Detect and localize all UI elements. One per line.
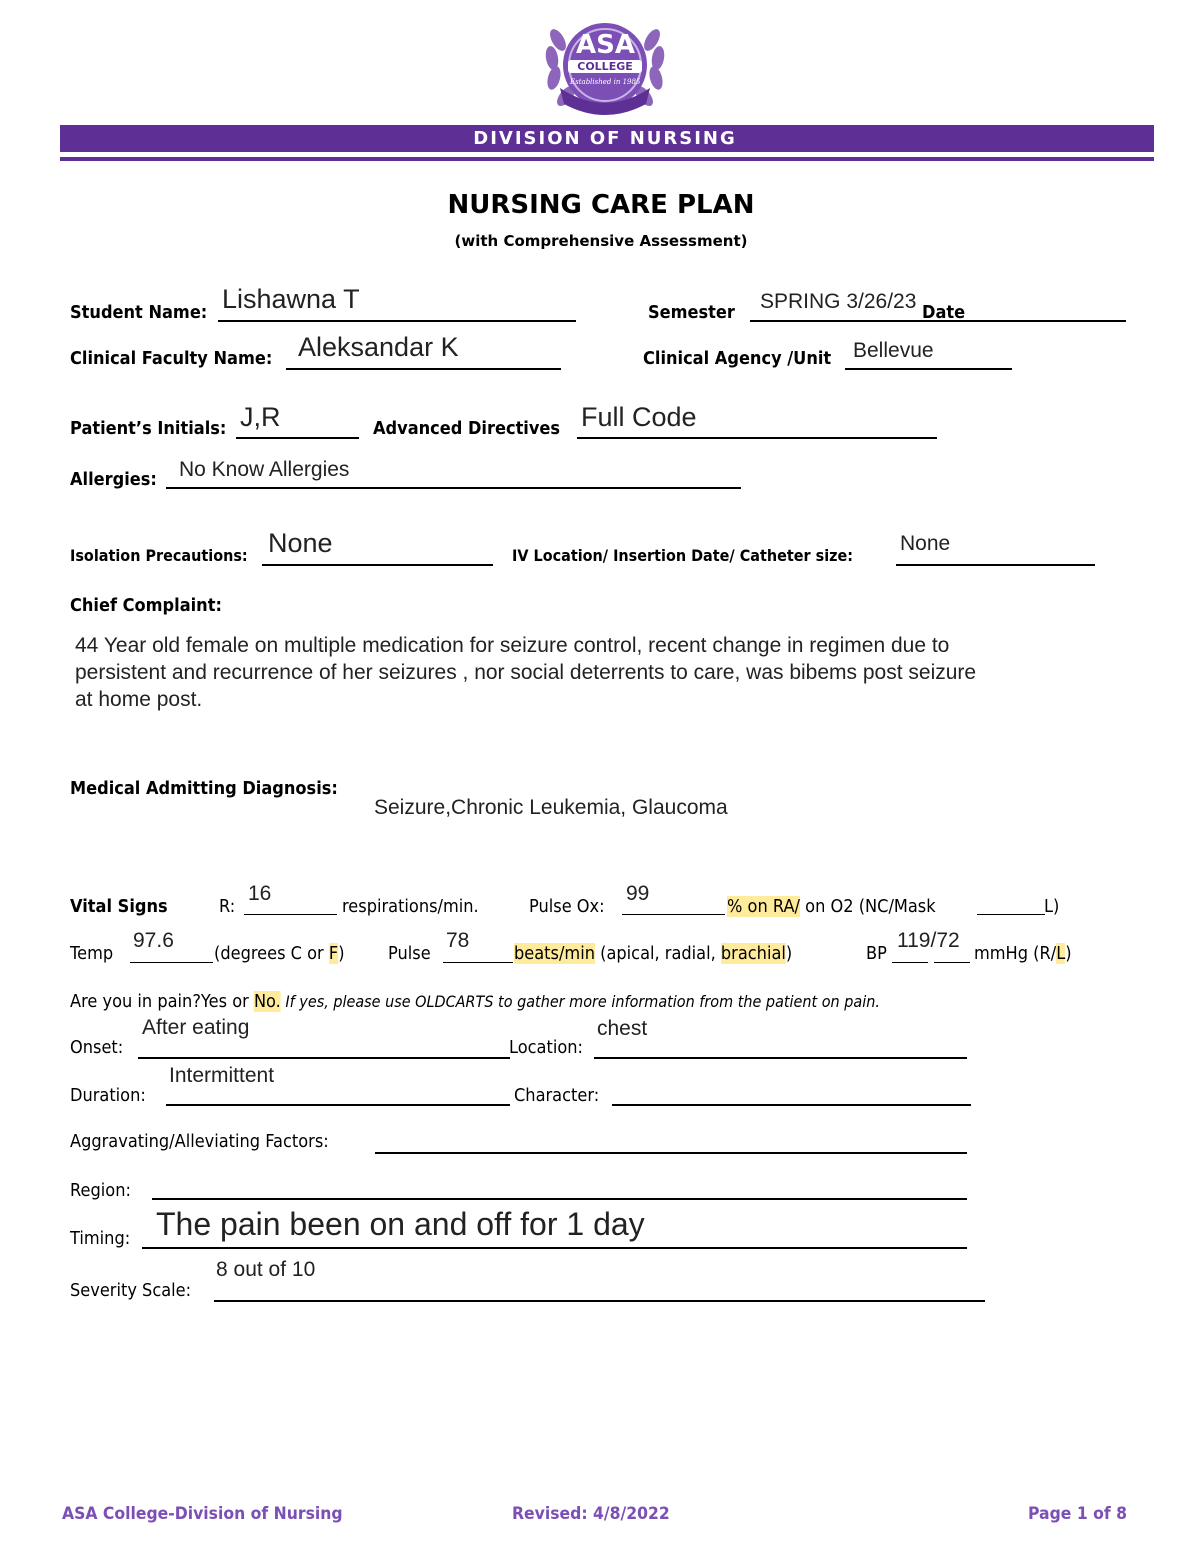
temp-label: Temp <box>70 943 114 964</box>
pulseox-mask-line <box>977 914 1045 915</box>
bp-dia-line <box>934 962 970 963</box>
faculty-label: Clinical Faculty Name: <box>70 348 273 369</box>
logo-text-asa: ASA <box>576 30 635 60</box>
logo-text-college: COLLEGE <box>568 60 642 73</box>
initials-line <box>236 437 359 439</box>
pulse-unit <box>514 943 792 964</box>
onset-label: Onset: <box>70 1037 124 1058</box>
pulseox-unit <box>727 896 936 917</box>
pulseox-l-text: L) <box>1044 896 1060 917</box>
bp-diastolic[interactable]: 72 <box>936 929 960 952</box>
location-line <box>594 1057 967 1059</box>
page-title: NURSING CARE PLAN <box>447 190 755 220</box>
severity-line <box>214 1300 985 1302</box>
isolation-line <box>262 564 493 566</box>
character-line <box>612 1104 971 1106</box>
aggravating-label: Aggravating/Alleviating Factors: <box>70 1131 329 1152</box>
resp-line <box>244 914 337 915</box>
logo-text-established: Established in 1985 <box>570 78 641 86</box>
bp-unit-l-highlight[interactable]: L <box>1056 943 1066 964</box>
division-title: DIVISION OF NURSING <box>473 128 737 149</box>
onset-line <box>138 1057 510 1059</box>
pulse-site-brachial-highlight[interactable]: brachial <box>720 943 786 964</box>
directives-label: Advanced Directives <box>373 418 561 439</box>
agency-line <box>845 368 1012 370</box>
date-label: Date <box>922 302 966 323</box>
resp-label: R: <box>219 896 236 917</box>
chief-complaint-line-1[interactable]: 44 Year old female on multiple medication for seizure control, recent change in regimen due to <box>75 634 950 657</box>
pulse-value[interactable]: 78 <box>446 929 470 952</box>
bp-unit-text: mmHg (R/ <box>974 943 1057 964</box>
isolation-value[interactable]: None <box>268 528 333 558</box>
allergies-line <box>166 487 741 489</box>
bp-systolic[interactable]: 119 <box>897 929 931 952</box>
bp-unit-close: ) <box>1065 943 1072 964</box>
allergies-label: Allergies: <box>70 469 157 490</box>
pulse-sites-close: ) <box>785 943 793 964</box>
bp-sys-line <box>892 962 928 963</box>
semester-label: Semester <box>648 302 735 323</box>
resp-value[interactable]: 16 <box>248 882 272 905</box>
initials-label: Patient’s Initials: <box>70 418 227 439</box>
division-banner-underline <box>60 157 1154 161</box>
pulse-sites-text: (apical, radial, <box>594 943 721 964</box>
pulseox-o2-text: on O2 (NC/Mask <box>800 896 936 917</box>
isolation-label: Isolation Precautions: <box>70 546 248 565</box>
pain-question-text: Are you in pain?Yes or <box>70 991 254 1012</box>
diagnosis-value[interactable]: Seizure,Chronic Leukemia, Glaucoma <box>374 796 728 819</box>
bp-label: BP <box>866 943 887 964</box>
allergies-value[interactable]: No Know Allergies <box>179 458 350 481</box>
initials-value[interactable]: J,R <box>240 402 281 432</box>
footer-left: ASA College-Division of Nursing <box>62 1504 343 1524</box>
region-line <box>152 1198 967 1200</box>
footer-right: Page 1 of 8 <box>1028 1504 1128 1524</box>
onset-value[interactable]: After eating <box>142 1016 250 1039</box>
pulseox-line <box>622 914 725 915</box>
iv-value[interactable]: None <box>900 532 951 555</box>
severity-value[interactable]: 8 out of 10 <box>216 1258 316 1281</box>
temp-unit <box>214 943 345 964</box>
directives-value[interactable]: Full Code <box>581 402 697 432</box>
temp-unit-close: ) <box>338 943 345 964</box>
temp-unit-text: (degrees C or <box>214 943 329 964</box>
pain-answer-no-highlight[interactable]: No. <box>253 991 281 1012</box>
footer-center: Revised: 4/8/2022 <box>512 1504 670 1524</box>
college-logo <box>540 10 670 120</box>
faculty-value[interactable]: Aleksandar K <box>298 332 459 362</box>
duration-label: Duration: <box>70 1085 146 1106</box>
agency-label: Clinical Agency /Unit <box>643 348 832 369</box>
character-label: Character: <box>514 1085 600 1106</box>
student-name-value[interactable]: Lishawna T <box>222 284 360 314</box>
pain-question-note: If yes, please use OLDCARTS to gather more information from the patient on pain. <box>280 992 880 1011</box>
location-value[interactable]: chest <box>597 1017 648 1040</box>
pulseox-value[interactable]: 99 <box>626 882 650 905</box>
timing-line <box>142 1247 967 1249</box>
resp-unit: respirations/min. <box>342 896 479 917</box>
faculty-line <box>286 368 561 370</box>
chief-complaint-line-2[interactable]: persistent and recurrence of her seizures , nor social deterrents to care, was bibems post seizure <box>75 661 977 684</box>
vital-signs-label: Vital Signs <box>70 896 168 917</box>
student-name-label: Student Name: <box>70 302 208 323</box>
location-label: Location: <box>509 1037 583 1058</box>
pulse-unit-highlight[interactable]: beats/min <box>514 943 595 964</box>
bp-unit <box>974 943 1072 964</box>
semester-value[interactable]: SPRING 3/26/23 <box>760 290 917 313</box>
directives-line <box>577 437 937 439</box>
aggravating-line <box>375 1152 967 1154</box>
severity-label: Severity Scale: <box>70 1280 192 1301</box>
chief-complaint-label: Chief Complaint: <box>70 595 222 616</box>
pulse-line <box>443 962 513 963</box>
iv-line <box>896 564 1095 566</box>
pulseox-ra-highlight[interactable]: % on RA/ <box>727 896 801 917</box>
bp-separator: / <box>930 929 937 952</box>
agency-value[interactable]: Bellevue <box>853 339 934 362</box>
iv-label: IV Location/ Insertion Date/ Catheter size: <box>512 546 854 565</box>
temp-line <box>130 962 213 963</box>
temp-value[interactable]: 97.6 <box>133 929 174 952</box>
region-label: Region: <box>70 1180 131 1201</box>
student-name-line <box>218 320 576 322</box>
diagnosis-label: Medical Admitting Diagnosis: <box>70 778 338 799</box>
timing-value[interactable]: The pain been on and off for 1 day <box>156 1206 645 1242</box>
duration-value[interactable]: Intermittent <box>169 1064 275 1087</box>
pain-question <box>70 991 880 1012</box>
bp-value[interactable] <box>897 929 960 953</box>
pulse-label: Pulse <box>388 943 431 964</box>
temp-unit-f-highlight[interactable]: F <box>328 943 339 964</box>
pulseox-label: Pulse Ox: <box>529 896 605 917</box>
duration-line <box>166 1104 510 1106</box>
page-subtitle: (with Comprehensive Assessment) <box>454 232 748 250</box>
timing-label: Timing: <box>70 1228 131 1249</box>
chief-complaint-line-3[interactable]: at home post. <box>75 688 203 711</box>
